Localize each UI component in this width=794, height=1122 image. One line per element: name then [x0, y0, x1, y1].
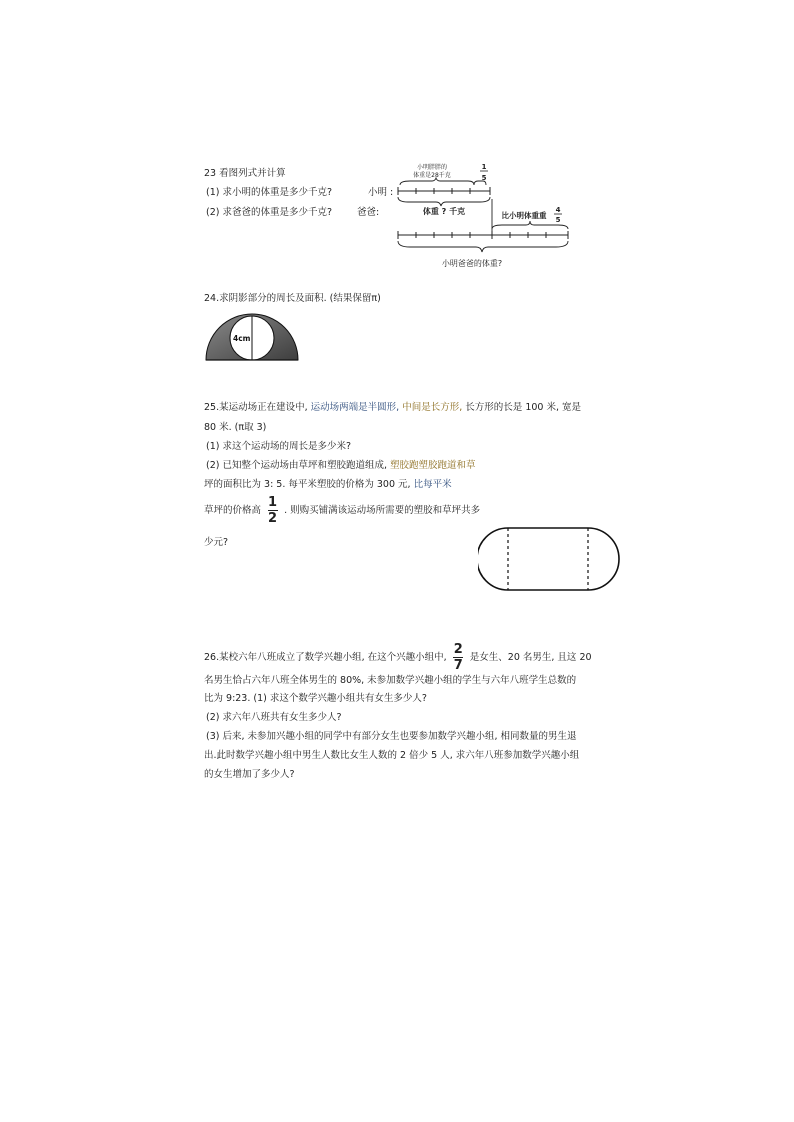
q26-line6: 出.此时数学兴趣小组中男生人数比女生人数的 2 倍少 5 人, 求六年八班参加数学兴趣小组 — [204, 750, 580, 761]
q23-top-brace — [400, 178, 474, 185]
q23-total-brace — [398, 241, 568, 252]
q25-frac-den: 2 — [268, 511, 278, 527]
q25-line1-d: 长方形的长是 100 米, — [465, 402, 559, 413]
q23-more-label: 比小明体重重 — [501, 211, 547, 220]
q23-weight-label: 体重 ? 千克 — [422, 207, 466, 216]
q23-weight-brace — [398, 197, 490, 206]
q25-part2-b: 塑胶跑塑胶跑道和草 — [390, 460, 476, 471]
q25-part2-a: (2) 已知整个运动场由草坪和塑胶跑道组成, — [206, 460, 387, 471]
q24-figure-label: 4cm — [233, 334, 251, 343]
q23-frac-top-den: 5 — [481, 174, 487, 182]
q23-line-diagram — [380, 155, 600, 275]
q23-note-line1: 小明胖胖的 — [416, 164, 448, 171]
q23-title: 23 看图列式并计算 — [204, 168, 286, 179]
q25-line5-a: 草坪的价格高 — [204, 505, 262, 517]
q23-note-line2: 体重是28千克 — [413, 172, 451, 179]
q25-frac-num: 1 — [268, 495, 278, 510]
q25-line1-a: 25.某运动场正在建设中, — [204, 402, 308, 413]
q25-line1 — [204, 401, 581, 414]
q23-frac-right-num: 4 — [555, 206, 561, 214]
q26-line1 — [204, 643, 592, 672]
q26-frac-num: 2 — [453, 642, 463, 657]
q26-line3: 比为 9:23. (1) 求这个数学兴趣小组共有女生多少人? — [204, 693, 427, 704]
q23-label-baba: 爸爸: — [357, 207, 380, 218]
q25-line1-c: 中间是长方形, — [402, 402, 463, 413]
q25-line1-b: 运动场两端是半圆形, — [310, 402, 400, 413]
q23-part1: (1) 求小明的体重是多少千克? — [206, 187, 333, 198]
q23-frac-top-num: 1 — [481, 163, 487, 171]
q23-question: 小明爸爸的体重? — [441, 259, 503, 268]
q26-fraction — [453, 643, 464, 672]
q25-line5 — [204, 496, 480, 525]
q24-semicircle-figure — [202, 310, 302, 366]
q24-title: 24.求阴影部分的周长及面积. (结果保留π) — [204, 293, 381, 304]
q26-line1-b: 是女生、20 名男生, 且这 20 — [469, 652, 592, 664]
q26-line7: 的女生增加了多少人? — [204, 769, 295, 780]
q26-line2: 名男生恰占六年八班全体男生的 80%, 未参加数学兴趣小组的学生与六年八班学生总数的 — [204, 675, 577, 686]
q25-line6: 少元? — [204, 537, 229, 548]
q25-track-outline — [478, 528, 619, 590]
q23-small-brace — [474, 181, 486, 185]
q23-label-xiaoming: 小明 : — [368, 187, 394, 198]
q25-line4-b: 比每平米 — [413, 479, 452, 490]
q25-track-figure — [478, 526, 620, 592]
q25-part1: (1) 求这个运动场的周长是多少米? — [206, 441, 352, 452]
q26-line4: (2) 求六年八班共有女生多少人? — [206, 712, 342, 723]
q25-fraction — [267, 496, 278, 525]
q25-line2: 80 米. (π取 3) — [204, 422, 267, 433]
q25-line1-e: 宽是 — [562, 402, 582, 413]
q26-line1-a: 26.某校六年八班成立了数学兴趣小组, 在这个兴趣小组中, — [204, 652, 447, 664]
q25-line5-b: . 则购买铺满该运动场所需要的塑胶和草坪共多 — [284, 505, 481, 517]
q23-part2: (2) 求爸爸的体重是多少千克? — [206, 207, 333, 218]
q25-line4-a: 坪的面积比为 3: 5. 每平米塑胶的价格为 300 元, — [204, 479, 411, 490]
q25-part2 — [206, 459, 476, 472]
q26-line5: (3) 后来, 未参加兴趣小组的同学中有部分女生也要参加数学兴趣小组, 相同数量的男生退 — [206, 731, 577, 742]
q23-frac-right-den: 5 — [555, 216, 561, 224]
q25-line4 — [204, 478, 452, 491]
q26-frac-den: 7 — [453, 658, 463, 674]
